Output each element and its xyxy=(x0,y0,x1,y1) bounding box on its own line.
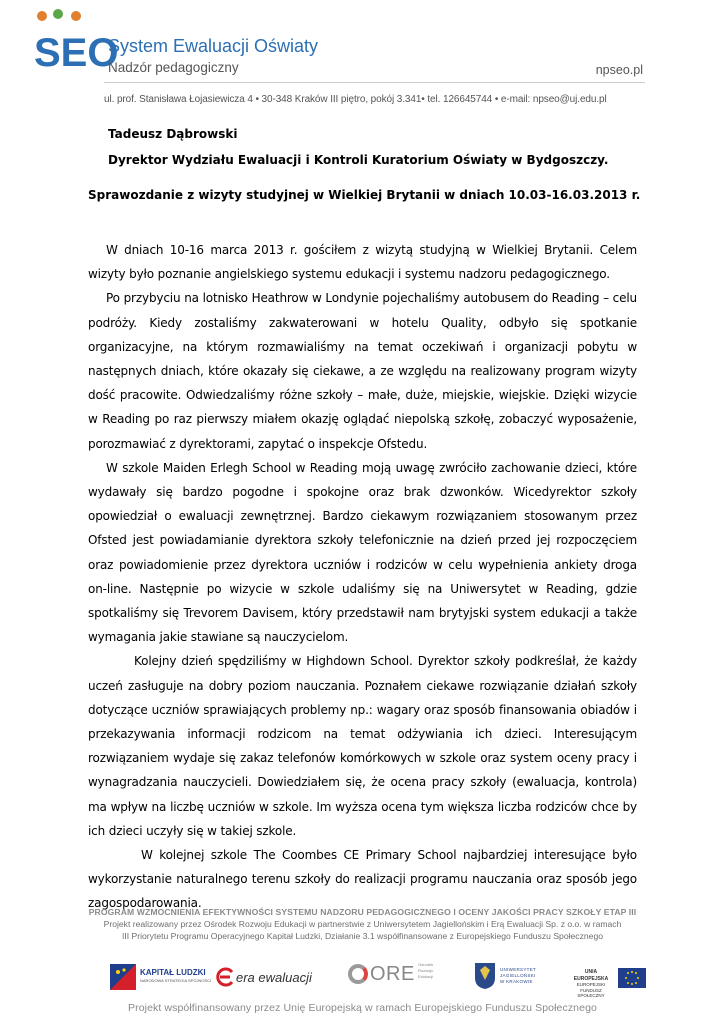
uj-line: JAGIELLOŃSKI xyxy=(500,973,536,978)
eu-flag-icon xyxy=(618,968,646,988)
program-line: Projekt realizowany przez Ośrodek Rozwoju Edukacji w partnerstwie z Uniwersytetem Jagiellońskim i Erą Ewaluacji Sp. z o.o. w ramach xyxy=(103,919,622,929)
ore-subtitle xyxy=(418,962,433,980)
ore-text: ORE xyxy=(370,963,415,985)
kapital-ludzki-icon xyxy=(110,964,136,990)
paragraph: W kolejnej szkole The Coombes CE Primary School najbardziej interesujące było wykorzystanie naturalnego terenu szkoły do realizacji programu nauczania oraz sposób jego zagospodarowania. xyxy=(88,848,637,911)
logo-text: SEO xyxy=(34,31,119,75)
era-text: era ewaluacji xyxy=(236,970,312,985)
eu-title: UNIA EUROPEJSKA xyxy=(573,969,609,982)
program-line: PROGRAM WZMOCNIENIA EFEKTYWNOŚCI SYSTEMU NADZORU PEDAGOGICZNEGO I OCENY JAKOŚCI PRACY SZKOŁY ETAP III xyxy=(88,907,637,917)
contact-address: ul. prof. Stanisława Łojasiewicza 4 • 30-348 Kraków III piętro, pokój 3.341• tel. 126645744 • e-mail: npseo@uj.edu.pl xyxy=(104,94,607,105)
eu-text xyxy=(570,969,612,999)
kapital-ludzki-text: KAPITAŁ LUDZKI xyxy=(140,968,206,977)
uj-text xyxy=(500,967,536,985)
seo-logo xyxy=(34,8,119,90)
author-position: Dyrektor Wydziału Ewaluacji i Kontroli Kuratorium Oświaty w Bydgoszczy. xyxy=(108,153,609,167)
partner-logos xyxy=(0,960,725,996)
era-icon xyxy=(216,966,236,988)
cofinance-note: Projekt współfinansowany przez Unię Europejską w ramach Europejskiego Funduszu Społecznego xyxy=(128,1002,597,1014)
author-block xyxy=(88,121,637,173)
ore-sub-line: Edukacji xyxy=(418,974,434,979)
era-ewaluacji-logo xyxy=(216,960,312,996)
report-title: Sprawozdanie z wizyty studyjnej w Wielkiej Brytanii w dniach 10.03-16.03.2013 r. xyxy=(88,188,641,202)
logo-dot-orange xyxy=(37,11,47,21)
eu-logo xyxy=(570,960,646,996)
brand-subtitle: Nadzór pedagogiczny xyxy=(108,60,239,75)
eu-sub-line: FUNDUSZ SPOŁECZNY xyxy=(577,987,605,998)
eu-sub-line: EUROPEJSKI xyxy=(576,982,606,987)
uj-crest-icon xyxy=(474,962,496,990)
ore-sub-line: Rozwoju xyxy=(418,968,434,973)
program-footer xyxy=(0,906,725,942)
report-body xyxy=(88,238,637,916)
paragraph: Po przybyciu na lotnisko Heathrow w Londynie pojechaliśmy autobusem do Reading – celu podróży. Kiedy zostaliśmy zakwaterowani w hotelu Quality, odbyło się spotkanie organizacyjne, na którym rozmawialiśmy na temat oczekiwań i organizacji pobytu w następnych dniach, które okazały się ciekawe, a ze względu na realizowany program wizyty dość pracowite. Odwiedzaliśmy różne szkoły – małe, duże, miejskie, wiejskie. Dzięki wizycie w Reading po raz pierwszy miałem okazję oglądać niepolską szkołę, zobaczyć wyposażenie, porozmawiać z dyrektorami, zapytać o inspekcje Ofstedu. xyxy=(88,291,637,451)
uj-line: W KRAKOWIE xyxy=(500,979,533,984)
paragraph: Kolejny dzień spędziliśmy w Highdown School. Dyrektor szkoły podkreślał, że każdy uczeń zasługuje na dobry poziom nauczania. Poznałem ciekawe rozwiązanie działań szkoły dotyczące uczniów sprawiających problemy np.: wagary oraz sposób finansowania obiadów i przekazywania informacji rodzicom na temat odżywiania ich dzieci. Interesującym rozwiązaniem wydaje się zakaz telefonów komórkowych w szkole oraz system oceny pracy i wynagradzania nauczycieli. Dowiedziałem się, że ocena pracy szkoły (ewaluacja, kontrola) ma wpływ na liczbę uczniów w szkole. Im wyższa ocena tym większa liczba rodziców chce by ich dzieci uczyły się w takiej szkole. xyxy=(88,654,637,838)
website-link[interactable]: npseo.pl xyxy=(595,63,643,77)
kapital-ludzki-sub: NARODOWA STRATEGIA SPÓJNOŚCI xyxy=(140,978,212,983)
header-divider xyxy=(104,82,645,83)
program-line: III Priorytetu Programu Operacyjnego Kapitał Ludzki, Działanie 3.1 współfinansowane z Europejskiego Funduszu Społecznego xyxy=(121,931,604,941)
ore-sub-line: Ośrodek xyxy=(418,962,434,967)
logo-dot-orange-2 xyxy=(71,11,81,21)
brand-title: System Ewaluacji Oświaty xyxy=(108,36,319,56)
uj-line: UNIWERSYTET xyxy=(500,967,537,972)
kapital-ludzki-logo xyxy=(110,960,212,996)
paragraph: W dniach 10-16 marca 2013 r. gościłem z wizytą studyjną w Wielkiej Brytanii. Celem wizyty było poznanie angielskiego systemu edukacji i systemu nadzoru pedagogicznego. xyxy=(88,243,637,282)
logo-dot-green xyxy=(53,9,63,19)
ore-logo xyxy=(348,960,440,996)
paragraph: W szkole Maiden Erlegh School w Reading moją uwagę zwróciło zachowanie dzieci, które wydawały się bardzo pogodne i spokojne oraz brak dzwonków. Wicedyrektor szkoły opowiedział o ewaluacji zewnętrznej. Bardzo ciekawym rozwiązaniem stosowanym przez Ofsted jest powiadamianie dyrektora szkoły telefonicznie na dzień przed jej rozpoczęciem oraz powiadomienie przez dyrektora uczniów i rodziców w celu wypełnienia ankiety droga on-line. Następnie po wizycie w szkole udaliśmy się na Uniwersytet w Reading, gdzie spotkaliśmy się Trevorem Davisem, który przedstawił nam brytyjski system edukacji a także wymagania jakie stawiane są nauczycielom. xyxy=(88,460,637,645)
uj-logo xyxy=(474,960,566,996)
author-name: Tadeusz Dąbrowski xyxy=(108,127,238,141)
ore-circle-icon xyxy=(348,964,368,984)
